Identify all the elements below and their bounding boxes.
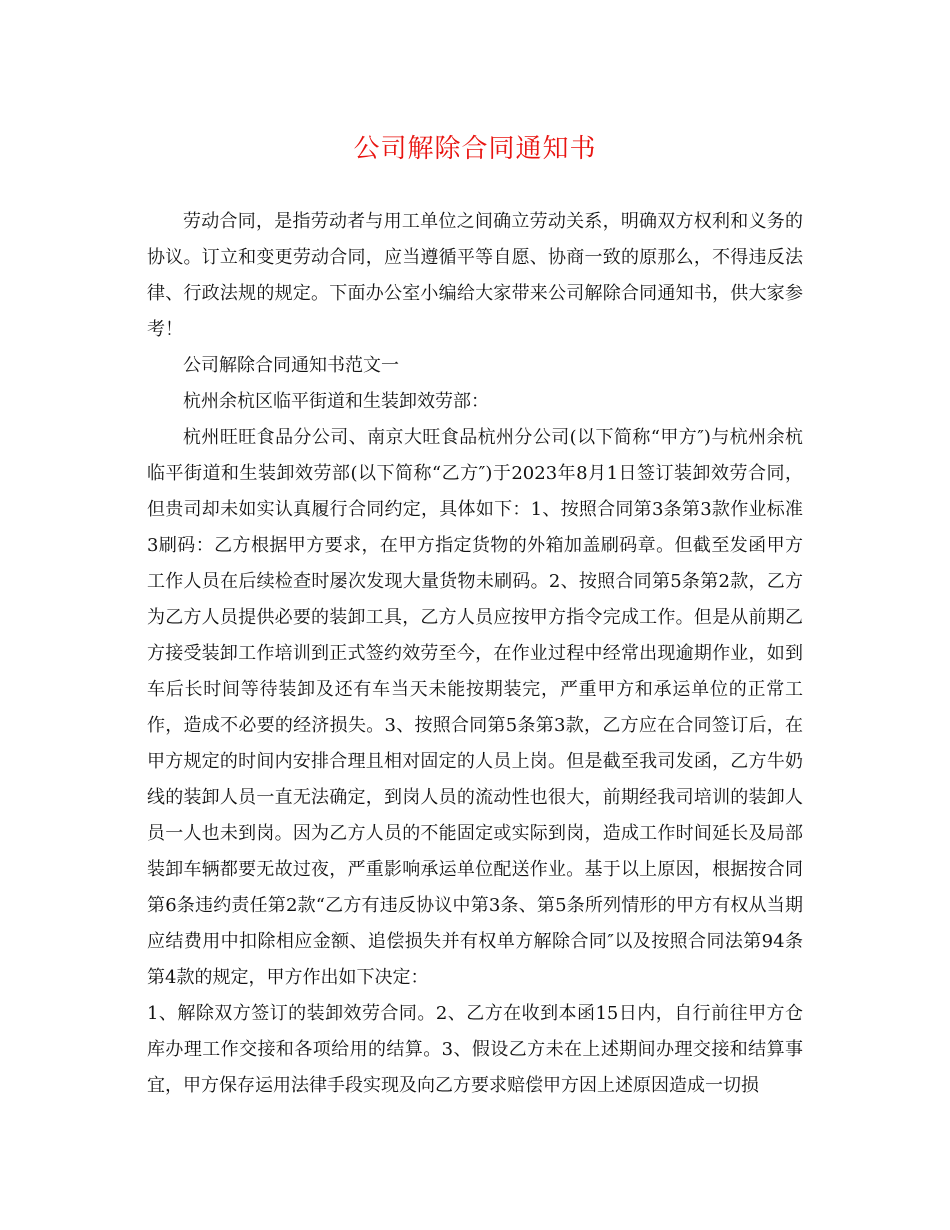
intro-paragraph: 劳动合同，是指劳动者与用工单位之间确立劳动关系，明确双方权利和义务的协议。订立和变更劳动合同，应当遵循平等自愿、协商一致的原那么，不得违反法律、行政法规的规定。下面办公室小编给大家带来公司解除合同通知书，供大家参考！ <box>147 211 803 340</box>
decisions-paragraph: 1、解除双方签订的装卸效劳合同。2、乙方在收到本函15日内，自行前往甲方仓库办理工作交接和各项给用的结算。3、假设乙方未在上述期间办理交接和结算事宜，甲方保存运用法律手段实现及向乙方要求赔偿甲方因上述原因造成一切损 <box>147 1003 803 1096</box>
sample-heading: 公司解除合同通知书范文一 <box>183 355 399 376</box>
document-title: 公司解除合同通知书 <box>353 134 597 164</box>
document-body <box>147 204 803 1104</box>
main-paragraph: 杭州旺旺食品分公司、南京大旺食品杭州分公司(以下简称“甲方″)与杭州余杭临平街道和生装卸效劳部(以下简称“乙方″)于2023年8月1日签订装卸效劳合同，但贵司却未如实认真履行合同约定，具体如下：1、按照合同第3条第3款作业标准3刷码：乙方根据甲方要求，在甲方指定货物的外箱加盖刷码章。但截至发函甲方工作人员在后续检查时屡次发现大量货物未刷码。2、按照合同第5条第2款，乙方为乙方人员提供必要的装卸工具，乙方人员应按甲方指令完成工作。但是从前期乙方接受装卸工作培训到正式签约效劳至今，在作业过程中经常出现逾期作业，如到车后长时间等待装卸及还有车当天未能按期装完，严重甲方和承运单位的正常工作，造成不必要的经济损失。3、按照合同第5条第3款，乙方应在合同签订后，在甲方规定的时间内安排合理且相对固定的人员上岗。但是截至我司发函，乙方牛奶线的装卸人员一直无法确定，到岗人员的流动性也很大，前期经我司培训的装卸人员一人也未到岗。因为乙方人员的不能固定或实际到岗，造成工作时间延长及局部装卸车辆都要无故过夜，严重影响承运单位配送作业。基于以上原因，根据按合同第6条违约责任第2款“乙方有违反协议中第3条、第5条所列情形的甲方有权从当期应结费用中扣除相应金额、追偿损失并有权单方解除合同″以及按照合同法第94条第4款的规定，甲方作出如下决定： <box>147 427 803 988</box>
addressee-line: 杭州余杭区临平街道和生装卸效劳部： <box>183 391 489 412</box>
